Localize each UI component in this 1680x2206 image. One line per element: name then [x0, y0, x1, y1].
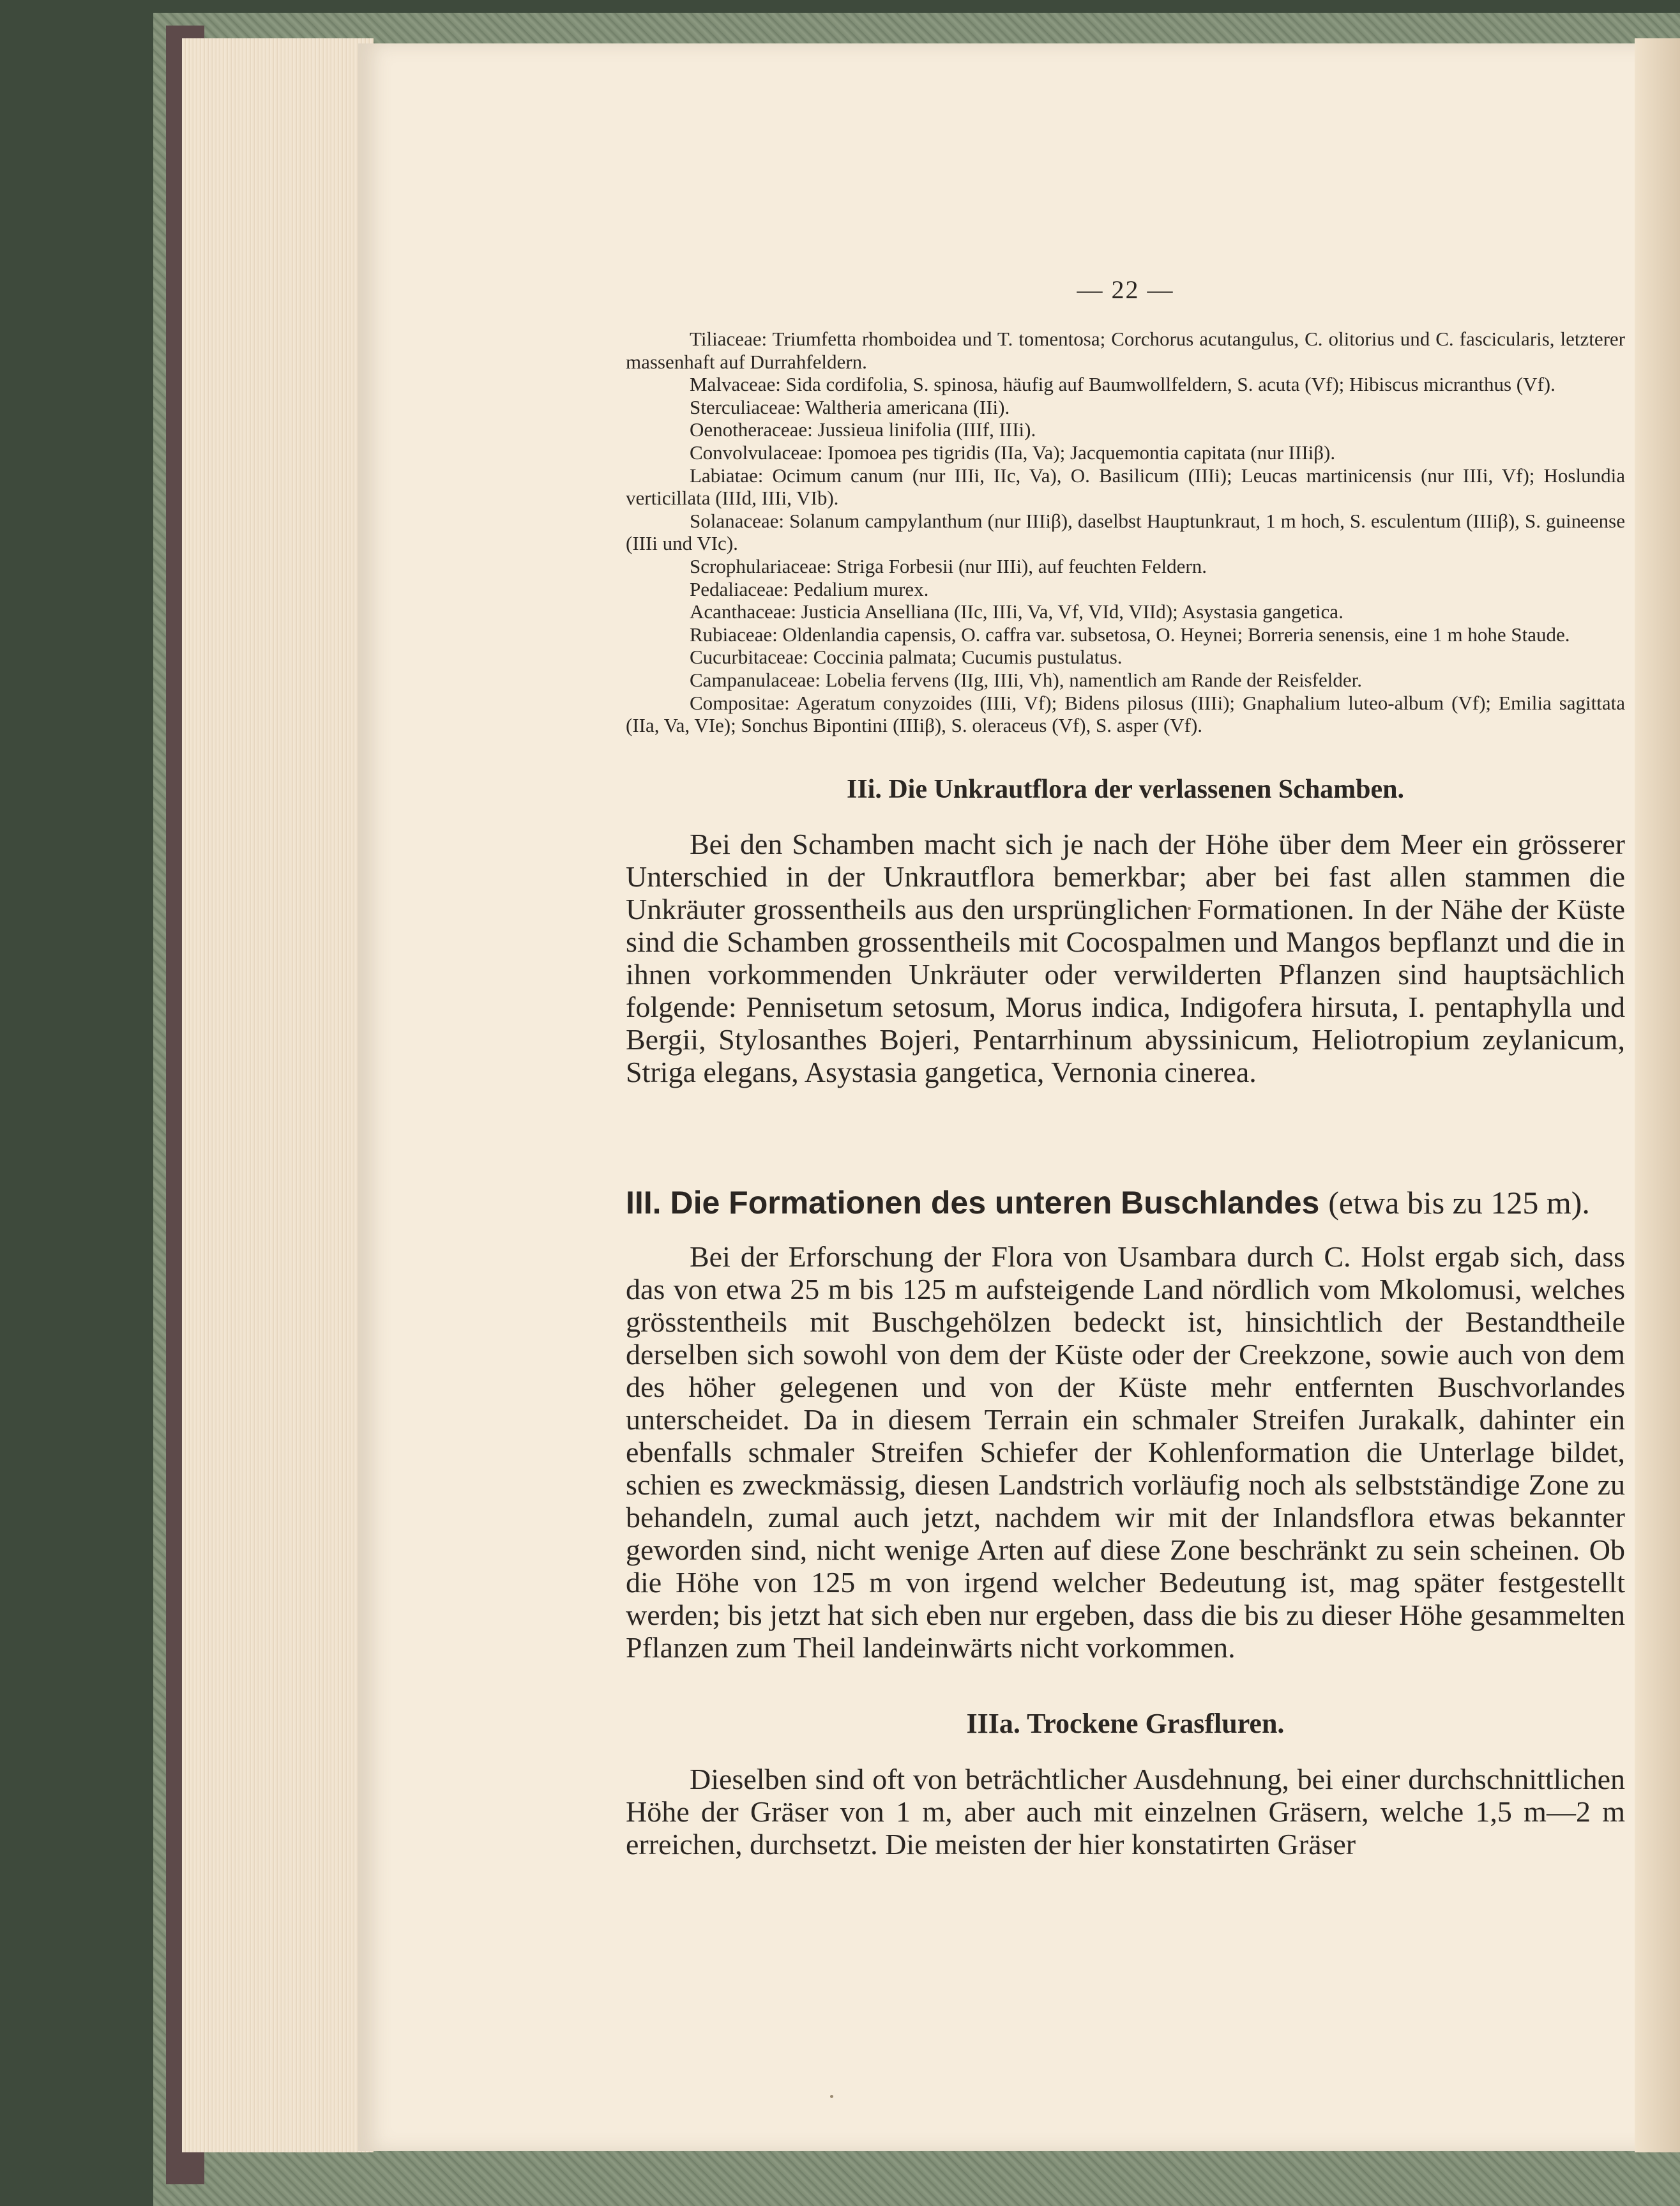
section-heading-III: [626, 1184, 1625, 1221]
section-body-IIIa: [626, 1763, 1625, 1860]
section-number: III.: [626, 1184, 662, 1221]
family-entry: Campanulaceae: Lobelia fervens (IIg, IIIi, Vh), namentlich am Rande der Reisfelder.: [690, 668, 1363, 691]
family-list: [626, 328, 1625, 737]
paragraph: Dieselben sind oft von beträchtlicher Ausdehnung, bei einer durchschnittlichen Höhe der Gräser von 1 m, aber auch mit einzelnen Gräsern, welche 1,5 m—2 m erreichen, durchsetzt. Die meisten der hier konstatirten Gräser: [626, 1762, 1625, 1860]
family-entry: Sterculiaceae: Waltheria americana (IIi).: [690, 395, 1010, 418]
paragraph: Bei den Schamben macht sich je nach der Höhe über dem Meer ein grösserer Unterschied in der Unkrautflora bemerkbar; aber bei fast allen stammen die Unkräuter grossentheils aus den ursprünglichen Formationen. In der Nähe der Küste sind die Schamben grossentheils mit Cocospalmen und Mangos bepflanzt und die in ihnen vorkommenden Unkräuter oder verwilderten Pflanzen sind hauptsächlich folgende: Pennisetum setosum, Morus indica, Indigofera hirsuta, I. pentaphylla und Bergii, Stylosanthes Bojeri, Pentarrhinum abyssinicum, Heliotropium zeylanicum, Striga elegans, Asystasia gangetica, Vernonia cinerea.: [626, 827, 1625, 1088]
page-edges: [182, 38, 374, 2152]
page-number: — 22 —: [1077, 275, 1174, 304]
family-entry: Acanthaceae: Justicia Anselliana (IIc, IIIi, Va, Vf, VId, VIId); Asystasia gangetica.: [690, 600, 1343, 623]
section-extent: (etwa bis zu 125 m).: [1328, 1184, 1590, 1221]
family-entry: Tiliaceae: Triumfetta rhomboidea und T. tomentosa; Corchorus acutangulus, C. olitorius und C. fascicularis, letzterer massenhaft auf Durrahfeldern.: [626, 328, 1625, 373]
family-entry: Pedaliaceae: Pedalium murex.: [690, 577, 929, 600]
family-entry: Compositae: Ageratum conyzoides (IIIi, Vf); Bidens pilosus (IIIi); Gnaphalium luteo-album (Vf); Emilia sagittata (IIa, Va, VIe); Sonchus Bipontini (IIIiβ), S. oleraceus (Vf), S. asper (Vf).: [626, 691, 1625, 737]
family-entry: Labiatae: Ocimum canum (nur IIIi, IIc, Va), O. Basilicum (IIIi); Leucas martinicensis (nur IIIi, Vf); Hoslundia verticillata (IIId, IIIi, VIb).: [626, 464, 1625, 510]
section-body-IIi: [626, 828, 1625, 1088]
section-heading-IIi: IIi. Die Unkrautflora der verlassenen Schamben.: [846, 774, 1405, 804]
page-fold: [1635, 38, 1680, 2152]
section-body-III: [626, 1240, 1625, 1664]
family-entry: Cucurbitaceae: Coccinia palmata; Cucumis pustulatus.: [690, 646, 1123, 669]
family-entry: Malvaceae: Sida cordifolia, S. spinosa, häufig auf Baumwollfeldern, S. acuta (Vf); Hibiscus micranthus (Vf).: [690, 373, 1555, 396]
paper-speck: [830, 2095, 833, 2098]
family-entry: Scrophulariaceae: Striga Forbesii (nur IIIi), auf feuchten Feldern.: [690, 554, 1207, 577]
paragraph: Bei der Erforschung der Flora von Usambara durch C. Holst ergab sich, dass das von etwa 25 m bis 125 m aufsteigende Land nördlich vom Mkolomusi, welches grösstentheils mit Buschgehölzen bedeckt ist, hinsichtlich der Bestandtheile derselben sich sowohl von dem der Küste oder der Creekzone, sowie auch von dem des höher gelegenen und von der Küste mehr entfernten Buschvorlandes unterscheidet. Da in diesem Terrain ein schmaler Streifen Jurakalk, dahinter ein ebenfalls schmaler Streifen Schiefer der Kohlenformation die Unterlage bildet, schien es zweckmässig, diesen Landstrich vorläufig noch als selbstständige Zone zu behandeln, zumal auch jetzt, nachdem wir mit der Inlandsflora etwas bekannter geworden sind, nicht wenige Arten auf diese Zone beschränkt zu sein scheinen. Ob die Höhe von 125 m von irgend welcher Bedeutung ist, mag später festgestellt werden; bis jetzt hat sich eben nur ergeben, dass die bis zu dieser Höhe gesammelten Pflanzen zum Theil landeinwärts nicht vorkommen.: [626, 1240, 1625, 1664]
family-entry: Convolvulaceae: Ipomoea pes tigridis (IIa, Va); Jacquemontia capitata (nur IIIiβ).: [690, 441, 1336, 464]
page-text: [626, 275, 1625, 1860]
section-heading-IIIa: IIIa. Trockene Grasfluren.: [966, 1707, 1285, 1739]
family-entry: Oenotheraceae: Jussieua linifolia (IIIf, IIIi).: [690, 418, 1036, 441]
family-entry: Rubiaceae: Oldenlandia capensis, O. caffra var. subsetosa, O. Heynei; Borreria senensis, eine 1 m hohe Staude.: [690, 623, 1570, 646]
section-title: Die Formationen des unteren Buschlandes: [670, 1184, 1320, 1221]
family-entry: Solanaceae: Solanum campylanthum (nur IIIiβ), daselbst Hauptunkraut, 1 m hoch, S. esculentum (IIIiβ), S. guineense (IIIi und VIc).: [626, 509, 1625, 555]
